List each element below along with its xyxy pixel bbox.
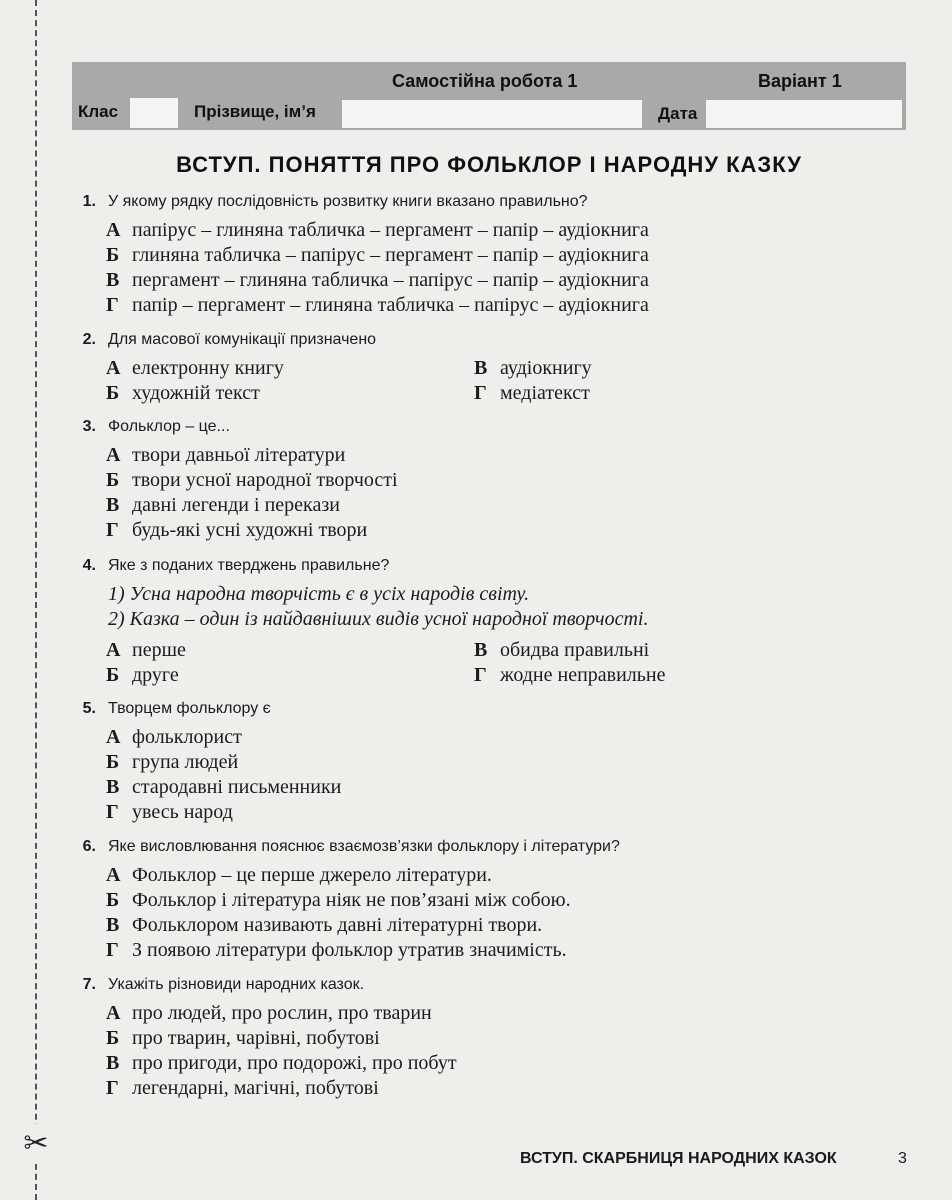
option-v[interactable]: В обидва правильні [474,639,650,661]
option-b[interactable]: Б твори усної народної творчості [106,469,398,491]
question-2 [72,331,906,407]
question-text: Для масової комунікації призначено [108,331,377,348]
statement-1: 1) Усна народна творчість є в усіх народів світу. [108,583,530,605]
question-7 [72,976,906,1102]
date-label: Дата [658,104,698,123]
statement-2: 2) Казка – один із найдавніших видів усної народної творчості. [108,608,649,630]
variant-label: Варіант 1 [758,71,842,91]
option-b[interactable]: Б Фольклор і література ніяк не пов’язані між собою. [106,889,571,911]
question-number: 7. [82,976,96,993]
worksheet-title: Самостійна робота 1 [392,71,578,91]
question-text: Творцем фольклору є [108,700,271,717]
question-1 [72,193,906,319]
option-h[interactable]: Г легендарні, магічні, побутові [106,1077,379,1099]
name-label: Прізвище, ім’я [194,102,316,121]
option-v[interactable]: В стародавні письменники [106,776,342,798]
option-b[interactable]: Б художній текст [106,382,260,404]
question-number: 6. [82,838,96,855]
option-h[interactable]: Г будь-які усні художні твори [106,519,368,541]
worksheet-header [72,62,906,130]
question-5 [72,700,906,826]
option-a[interactable]: А про людей, про рослин, про тварин [106,1002,432,1024]
option-a[interactable]: А фольклорист [106,726,242,748]
option-v[interactable]: В Фольклором називають давні літературні твори. [106,914,543,936]
question-number: 1. [82,193,96,210]
question-6 [72,838,906,964]
question-text: Яке висловлювання пояснює взаємозв’язки фольклору і літератури? [108,838,620,855]
question-number: 5. [82,700,96,717]
question-text: Фольклор – це... [108,418,230,435]
option-h[interactable]: Г З появою літератури фольклор утратив значимість. [106,939,567,961]
option-v[interactable]: В про пригоди, про подорожі, про побут [106,1052,457,1074]
class-label: Клас [78,102,119,121]
option-h[interactable]: Г папір – пергамент – глиняна табличка – папірус – аудіокнига [106,294,649,316]
name-field[interactable] [342,100,642,128]
option-b[interactable]: Б глиняна табличка – папірус – пергамент – папір – аудіокнига [106,244,649,266]
option-h[interactable]: Г медіатекст [474,382,590,404]
question-number: 2. [82,331,96,348]
option-a[interactable]: А Фольклор – це перше джерело літератури. [106,864,492,886]
scissors-icon: ✂ [22,1124,50,1164]
option-v[interactable]: В аудіокнигу [474,357,592,379]
question-text: У якому рядку послідовність розвитку книги вказано правильно? [108,193,588,210]
page-title: ВСТУП. ПОНЯТТЯ ПРО ФОЛЬКЛОР І НАРОДНУ КАЗКУ [176,152,802,177]
option-b[interactable]: Б група людей [106,751,239,773]
option-h[interactable]: Г увесь народ [106,801,233,823]
option-v[interactable]: В давні легенди і перекази [106,494,340,516]
option-b[interactable]: Б про тварин, чарівні, побутові [106,1027,380,1049]
question-number: 3. [82,418,96,435]
question-3 [72,418,906,544]
option-b[interactable]: Б друге [106,664,179,686]
option-v[interactable]: В пергамент – глиняна табличка – папірус – папір – аудіокнига [106,269,649,291]
cut-line [35,0,37,1200]
question-text: Яке з поданих тверджень правильне? [108,557,390,574]
date-field[interactable] [706,100,902,128]
question-number: 4. [82,557,96,574]
option-a[interactable]: А перше [106,639,186,661]
question-text: Укажіть різновиди народних казок. [108,976,365,993]
option-a[interactable]: А електронну книгу [106,357,284,379]
option-a[interactable]: А папірус – глиняна табличка – пергамент – папір – аудіокнига [106,219,649,241]
page-number: 3 [898,1150,907,1167]
option-a[interactable]: А твори давньої літератури [106,444,346,466]
option-h[interactable]: Г жодне неправильне [474,664,666,686]
footer-section-title: ВСТУП. СКАРБНИЦЯ НАРОДНИХ КАЗОК [520,1150,837,1167]
class-field[interactable] [130,98,178,128]
question-4 [72,557,906,689]
